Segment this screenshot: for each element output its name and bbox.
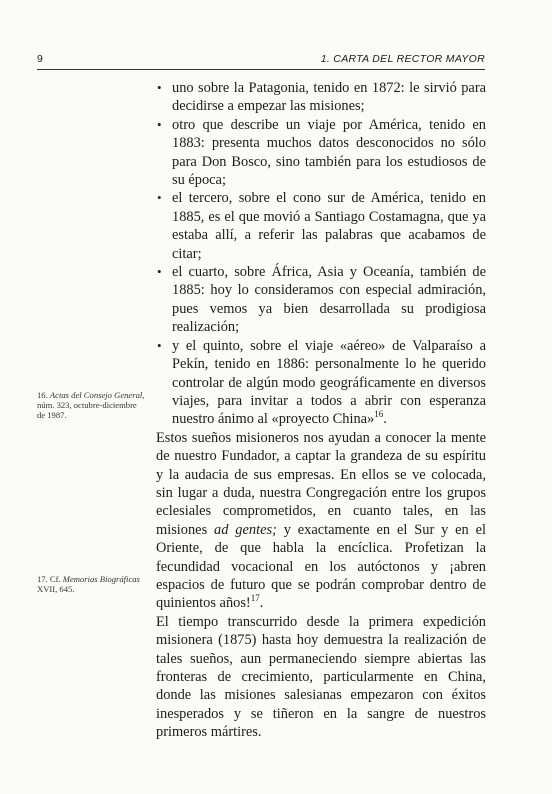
- list-item: • el cuarto, sobre África, Asia y Oceanía, también de 1885: hoy lo consideramos con especial admiración, pues vemos ya bien desarrollada su prodigiosa realización;: [157, 264, 486, 336]
- paragraph-dreams: Estos sueños misioneros nos ayudan a conocer la mente de nuestro Fundador, a captar la grandeza de su espíritu y la audacia de sus empresas. En ellos se ve colocada, sin lugar a duda, nuestra Congregación entre los grupos eclesiales comprometidos, en cuanto tales, en las misiones ad gentes; y exactamente en el Sur y en el Oriente, de que habla la encíclica. Profetizan la fecundidad vocacional en los autóctonos y ¡abren espacios de futuro que se podrán comprobar dentro de quinientos años!$^{17}$.: [156, 429, 486, 612]
- running-title: 1. CARTA DEL RECTOR MAYOR: [320, 53, 485, 65]
- bullet-icon: •: [157, 337, 162, 353]
- list-item: • el tercero, sobre el cono sur de América, tenido en 1885, es el que movió a Santiago Costamagna, que ya estaba allí, a referir las palabras que acabamos de citar;: [157, 190, 486, 262]
- footnote-ref-16[interactable]: 16: [374, 409, 384, 420]
- page-number: 9: [37, 53, 43, 65]
- paragraph-realization: El tiempo transcurrido desde la primera expedición misionera (1875) hasta hoy demuestra la realización de tales sueños, aun permaneciendo siempre abiertas las fronteras de crecimiento, particularmente en China, donde las misiones salesianas empezaron con éxitos inesperados y se tiñeron en la sangre de nuestros primeros mártires.: [156, 613, 486, 741]
- footnote-16: 16. Actas del Consejo General, núm. 323, octubre-diciembre de 1987.: [37, 390, 145, 421]
- dream-list: [156, 79, 486, 429]
- footnote-ref-17[interactable]: 17: [250, 593, 260, 604]
- footnote-17: 17. Cf. Memorias Biográficas XVII, 645.: [37, 574, 140, 595]
- list-item: • uno sobre la Patagonia, tenido en 1872: le sirvió para decidirse a empezar las misiones;: [157, 80, 486, 115]
- running-header: [37, 53, 485, 70]
- bullet-icon: •: [157, 190, 162, 206]
- bullet-icon: •: [157, 116, 162, 132]
- list-item: • otro que describe un viaje por América, tenido en 1883: presenta muchos datos desconocidos no sólo para Don Bosco, sino también para los estudiosos de su época;: [157, 116, 486, 189]
- bullet-icon: •: [157, 80, 162, 95]
- main-text: [156, 79, 486, 742]
- list-item: • y el quinto, sobre el viaje «aéreo» de Valparaíso a Pekín, tenido en 1886: personalmente lo he querido controlar de algún modo geográficamente en diversos viajes, para invitar a todos a abrir con esperanza nuestro ánimo al «proyecto China»$^{16}$.: [157, 337, 486, 428]
- emphasis-ad-gentes: ad gentes;: [214, 521, 277, 538]
- bullet-icon: •: [157, 264, 162, 280]
